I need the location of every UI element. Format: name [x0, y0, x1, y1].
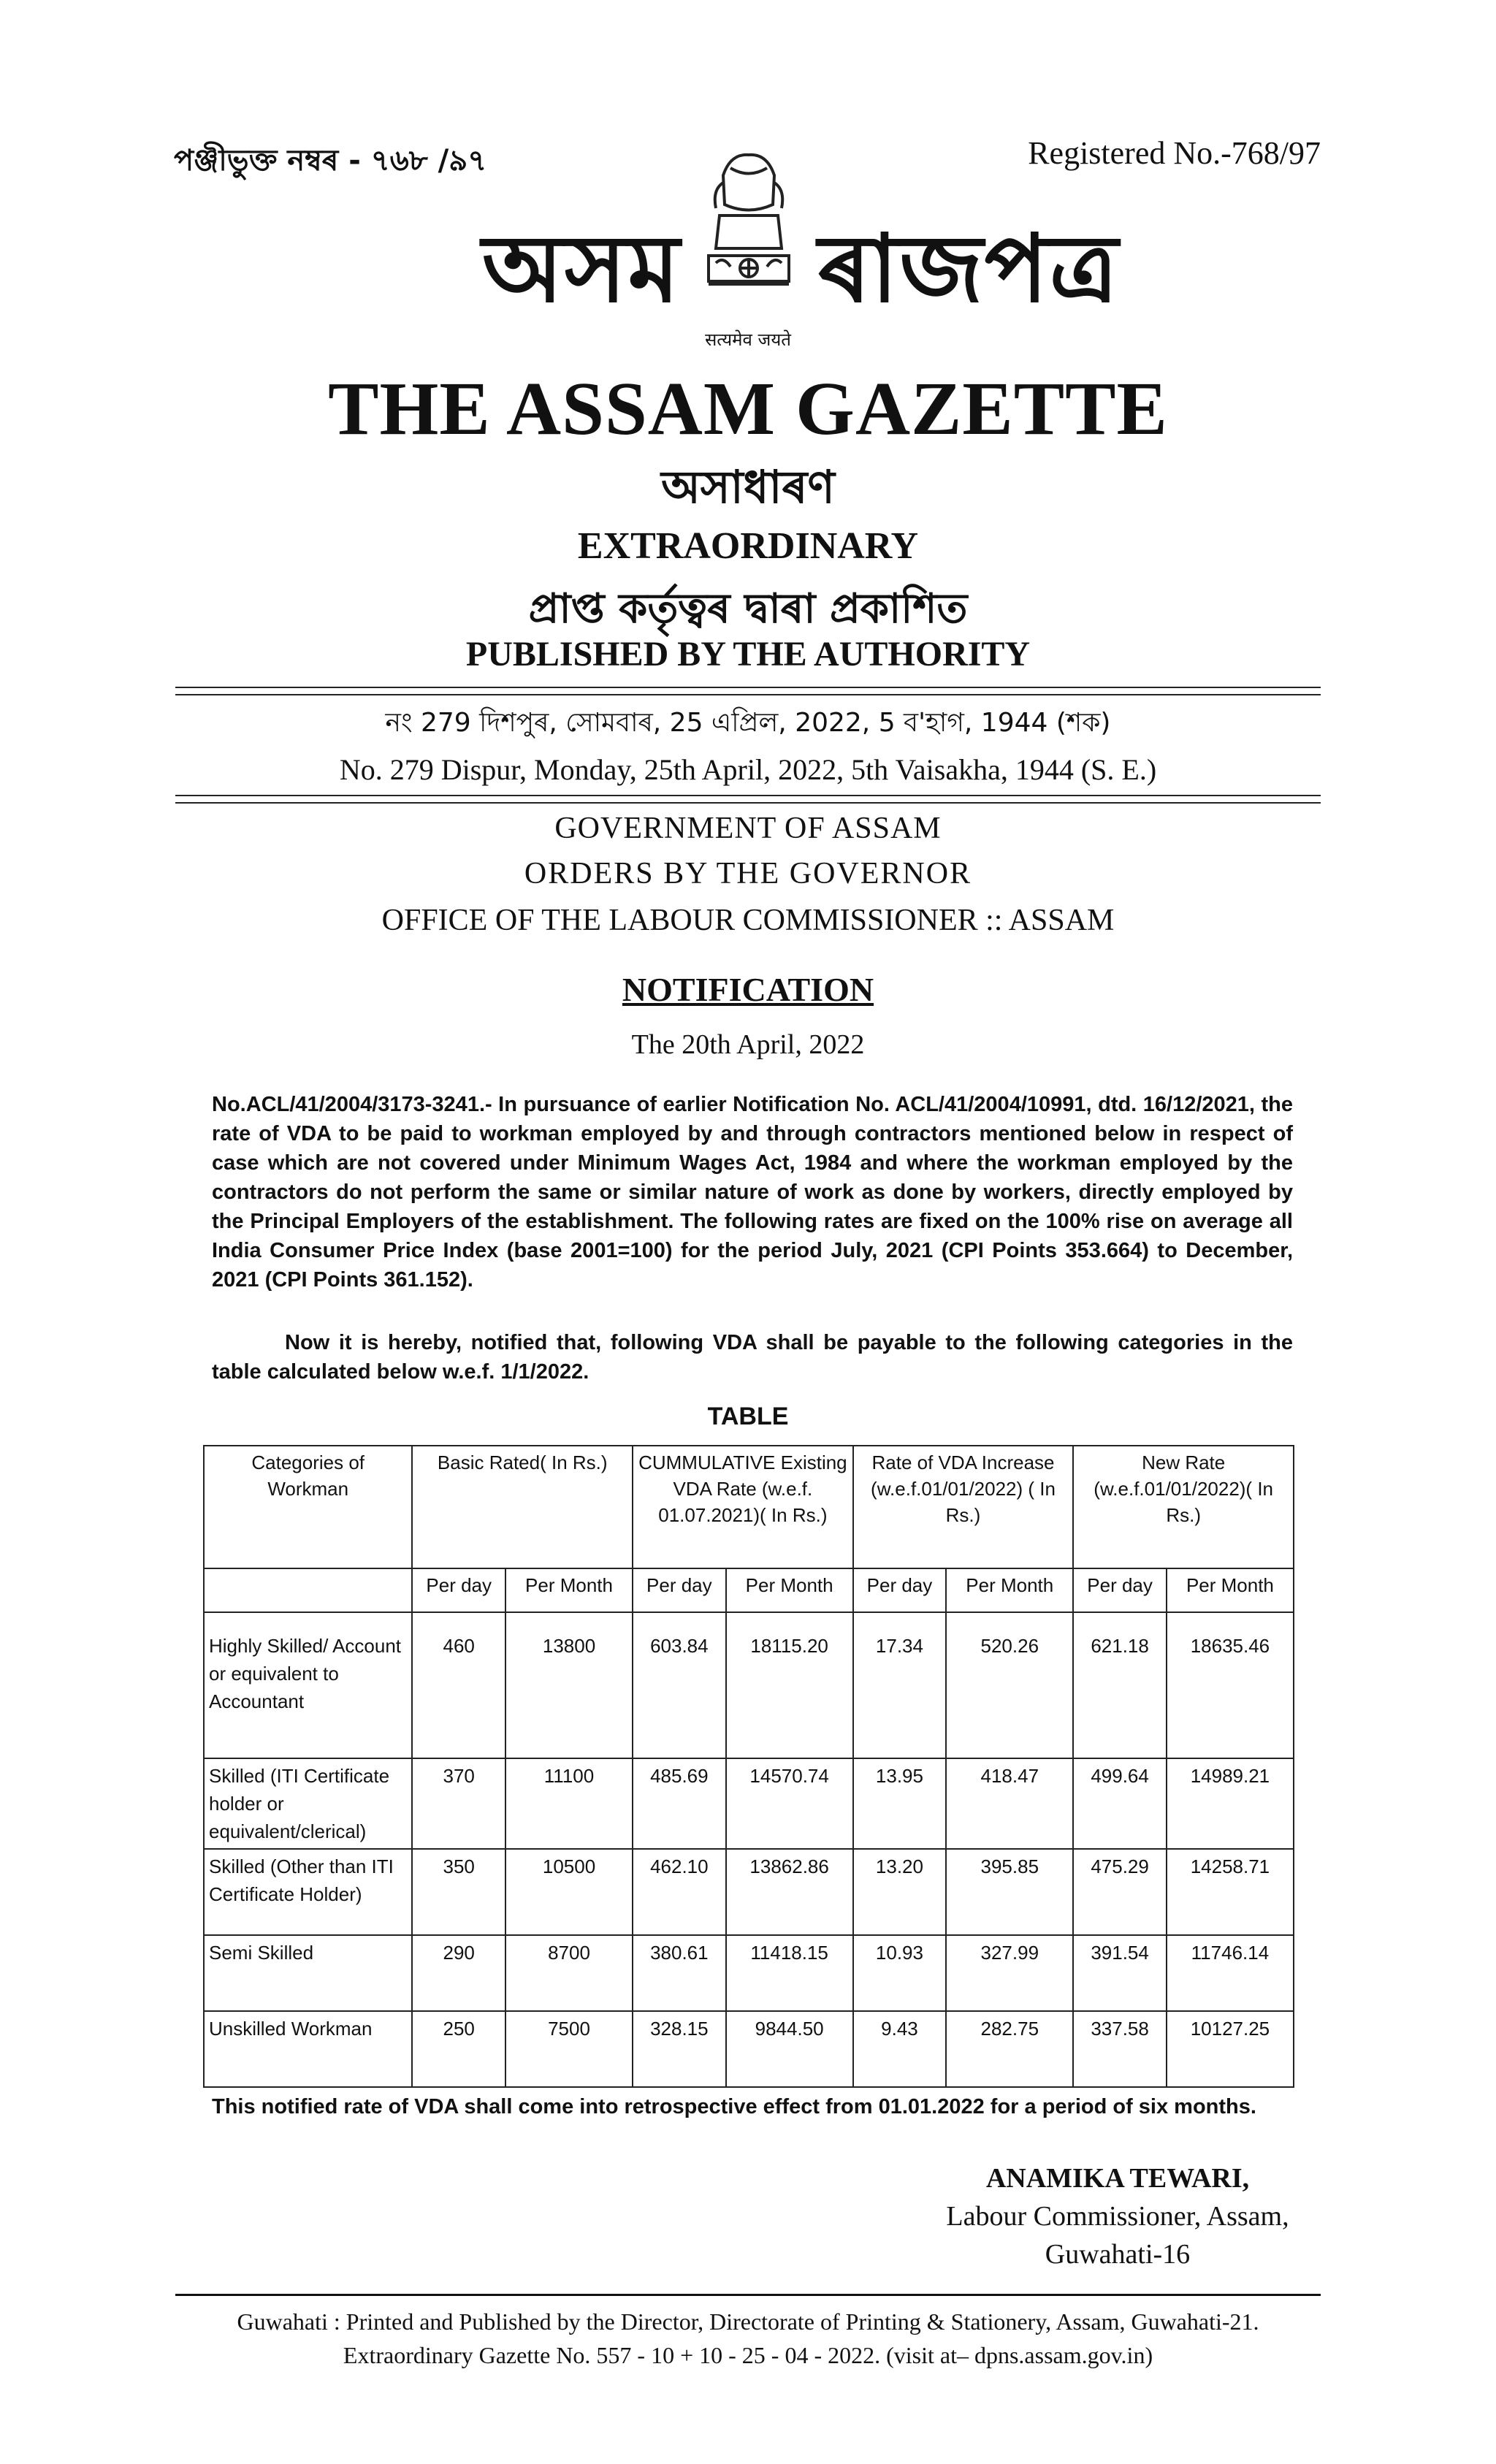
- cell-cumulative-day: 380.61: [633, 1935, 726, 2011]
- cell-category: Skilled (Other than ITI Certificate Holder): [204, 1849, 412, 1935]
- extraordinary-label: EXTRAORDINARY: [577, 525, 919, 567]
- cell-new-month: 10127.25: [1167, 2011, 1294, 2087]
- retrospective-note: This notified rate of VDA shall come into retrospective effect from 01.01.2022 for a period of six months.: [212, 2095, 1256, 2118]
- cell-basic-day: 460: [412, 1612, 505, 1758]
- national-emblem-icon: [687, 146, 811, 329]
- header-increase: Rate of VDA Increase (w.e.f.01/01/2022) ( In Rs.): [853, 1446, 1074, 1568]
- cell-basic-day: 290: [412, 1935, 505, 2011]
- cell-cumulative-day: 462.10: [633, 1849, 726, 1935]
- table-row: [204, 1849, 1294, 1935]
- notification-heading: [0, 970, 1496, 1009]
- header-cumulative: CUMMULATIVE Existing VDA Rate (w.e.f. 01.07.2021)( In Rs.): [633, 1446, 853, 1568]
- cell-category: Semi Skilled: [204, 1935, 412, 2011]
- table-row: [204, 1935, 1294, 2011]
- header-category: Categories of Workman: [204, 1446, 412, 1568]
- cell-new-month: 18635.46: [1167, 1612, 1294, 1758]
- footer-gazette-line: Extraordinary Gazette No. 557 - 10 + 10 - 25 - 04 - 2022. (visit at– dpns.assam.gov.in): [343, 2342, 1153, 2368]
- notification-title: NOTIFICATION: [622, 971, 874, 1008]
- table-row: [204, 2011, 1294, 2087]
- cell-basic-month: 10500: [505, 1849, 633, 1935]
- footer-divider: [175, 2294, 1321, 2296]
- orders-heading: ORDERS BY THE GOVERNOR: [524, 857, 972, 890]
- header-per-month: Per Month: [1167, 1568, 1294, 1612]
- cell-increase-month: 395.85: [946, 1849, 1073, 1935]
- extraordinary-assamese: অসাধাৰণ: [661, 460, 835, 514]
- header-per-month: Per Month: [505, 1568, 633, 1612]
- cell-category: Skilled (ITI Certificate holder or equivalent/clerical): [204, 1758, 412, 1849]
- cell-category: Unskilled Workman: [204, 2011, 412, 2087]
- divider: [175, 694, 1321, 695]
- notification-paragraph-2: Now it is hereby, notified that, following VDA shall be payable to the following categories in the table calculated below w.e.f. 1/1/2022.: [212, 1331, 1293, 1384]
- notification-paragraph-1: No.ACL/41/2004/3173-3241.- In pursuance of earlier Notification No. ACL/41/2004/10991, dtd. 16/12/2021, the rate of VDA to be paid to workman employed by and through contractors mentioned below in respect of case which are not covered under Minimum Wages Act, 1984 and where the workman employed by the contractors do not perform the same or similar nature of work as done by workers, directly employed by the Principal Employers of the establishment. The following rates are fixed on the 100% rise on average all India Consumer Price Index (base 2001=100) for the period July, 2021 (CPI Points 353.664) to December, 2021 (CPI Points 361.152).: [212, 1093, 1293, 1292]
- issue-line-assamese: নং 279 দিশপুৰ, সোমবাৰ, 25 এপ্ৰিল, 2022, 5 ব'হাগ, 1944 (শক): [385, 708, 1111, 738]
- cell-new-day: 391.54: [1073, 1935, 1167, 2011]
- gazette-title-assamese-left: অসম: [482, 215, 682, 324]
- cell-basic-month: 11100: [505, 1758, 633, 1849]
- cell-increase-day: 13.95: [853, 1758, 947, 1849]
- header-per-day: Per day: [633, 1568, 726, 1612]
- cell-cumulative-day: 328.15: [633, 2011, 726, 2087]
- registered-number-assamese: পঞ্জীভুক্ত নম্বৰ - ৭৬৮ /৯৭: [174, 144, 487, 178]
- cell-increase-day: 17.34: [853, 1612, 947, 1758]
- divider: [175, 802, 1321, 804]
- cell-new-day: 475.29: [1073, 1849, 1167, 1935]
- cell-new-month: 14258.71: [1167, 1849, 1294, 1935]
- header-per-day: Per day: [412, 1568, 505, 1612]
- office-heading: OFFICE OF THE LABOUR COMMISSIONER :: ASSAM: [381, 904, 1115, 937]
- published-by-authority: PUBLISHED BY THE AUTHORITY: [465, 635, 1031, 674]
- cell-basic-day: 370: [412, 1758, 505, 1849]
- header-basic: Basic Rated( In Rs.): [412, 1446, 633, 1568]
- notification-date: The 20th April, 2022: [631, 1029, 865, 1060]
- published-by-authority-assamese: প্ৰাপ্ত কৰ্তৃত্বৰ দ্বাৰা প্ৰকাশিত: [528, 585, 968, 633]
- cell-increase-month: 327.99: [946, 1935, 1073, 2011]
- cell-increase-day: 10.93: [853, 1935, 947, 2011]
- signatory-designation: Labour Commissioner, Assam,: [946, 2201, 1289, 2232]
- cell-new-month: 11746.14: [1167, 1935, 1294, 2011]
- emblem-motto: सत्यमेव जयते: [705, 329, 791, 350]
- cell-basic-month: 13800: [505, 1612, 633, 1758]
- cell-increase-month: 520.26: [946, 1612, 1073, 1758]
- gazette-title: THE ASSAM GAZETTE: [328, 367, 1168, 451]
- cell-cumulative-month: 11418.15: [726, 1935, 853, 2011]
- gazette-title-assamese-right: ৰাজপত্ৰ: [818, 215, 1120, 324]
- cell-new-day: 337.58: [1073, 2011, 1167, 2087]
- government-heading: GOVERNMENT OF ASSAM: [554, 812, 942, 845]
- cell-cumulative-day: 485.69: [633, 1758, 726, 1849]
- cell-increase-month: 282.75: [946, 2011, 1073, 2087]
- table-row: [204, 1758, 1294, 1849]
- cell-new-day: 621.18: [1073, 1612, 1167, 1758]
- cell-increase-day: 9.43: [853, 2011, 947, 2087]
- divider: [175, 687, 1321, 688]
- header-per-day: Per day: [1073, 1568, 1167, 1612]
- vda-rate-table: [203, 1445, 1294, 2088]
- cell-cumulative-month: 9844.50: [726, 2011, 853, 2087]
- header-per-month: Per Month: [726, 1568, 853, 1612]
- cell-basic-month: 7500: [505, 2011, 633, 2087]
- issue-line: No. 279 Dispur, Monday, 25th April, 2022, 5th Vaisakha, 1944 (S. E.): [339, 753, 1157, 786]
- registered-number: Registered No.-768/97: [1028, 135, 1321, 171]
- header-per-month: Per Month: [946, 1568, 1073, 1612]
- cell-increase-month: 418.47: [946, 1758, 1073, 1849]
- cell-basic-day: 350: [412, 1849, 505, 1935]
- table-title: TABLE: [707, 1403, 789, 1430]
- footer-printer-line: Guwahati : Printed and Published by the Director, Directorate of Printing & Stationery, Assam, Guwahati-21.: [237, 2308, 1259, 2335]
- cell-cumulative-day: 603.84: [633, 1612, 726, 1758]
- cell-new-day: 499.64: [1073, 1758, 1167, 1849]
- header-new-rate: New Rate (w.e.f.01/01/2022)( In Rs.): [1073, 1446, 1294, 1568]
- cell-basic-month: 8700: [505, 1935, 633, 2011]
- cell-cumulative-month: 14570.74: [726, 1758, 853, 1849]
- signatory-place: Guwahati-16: [1045, 2239, 1191, 2270]
- cell-basic-day: 250: [412, 2011, 505, 2087]
- signatory-name: ANAMIKA TEWARI,: [985, 2163, 1250, 2194]
- table-row: [204, 1612, 1294, 1758]
- divider: [175, 795, 1321, 796]
- header-per-day: Per day: [853, 1568, 947, 1612]
- header-empty: [204, 1568, 412, 1612]
- cell-cumulative-month: 18115.20: [726, 1612, 853, 1758]
- cell-increase-day: 13.20: [853, 1849, 947, 1935]
- cell-new-month: 14989.21: [1167, 1758, 1294, 1849]
- cell-cumulative-month: 13862.86: [726, 1849, 853, 1935]
- cell-category: Highly Skilled/ Account or equivalent to Accountant: [204, 1612, 412, 1758]
